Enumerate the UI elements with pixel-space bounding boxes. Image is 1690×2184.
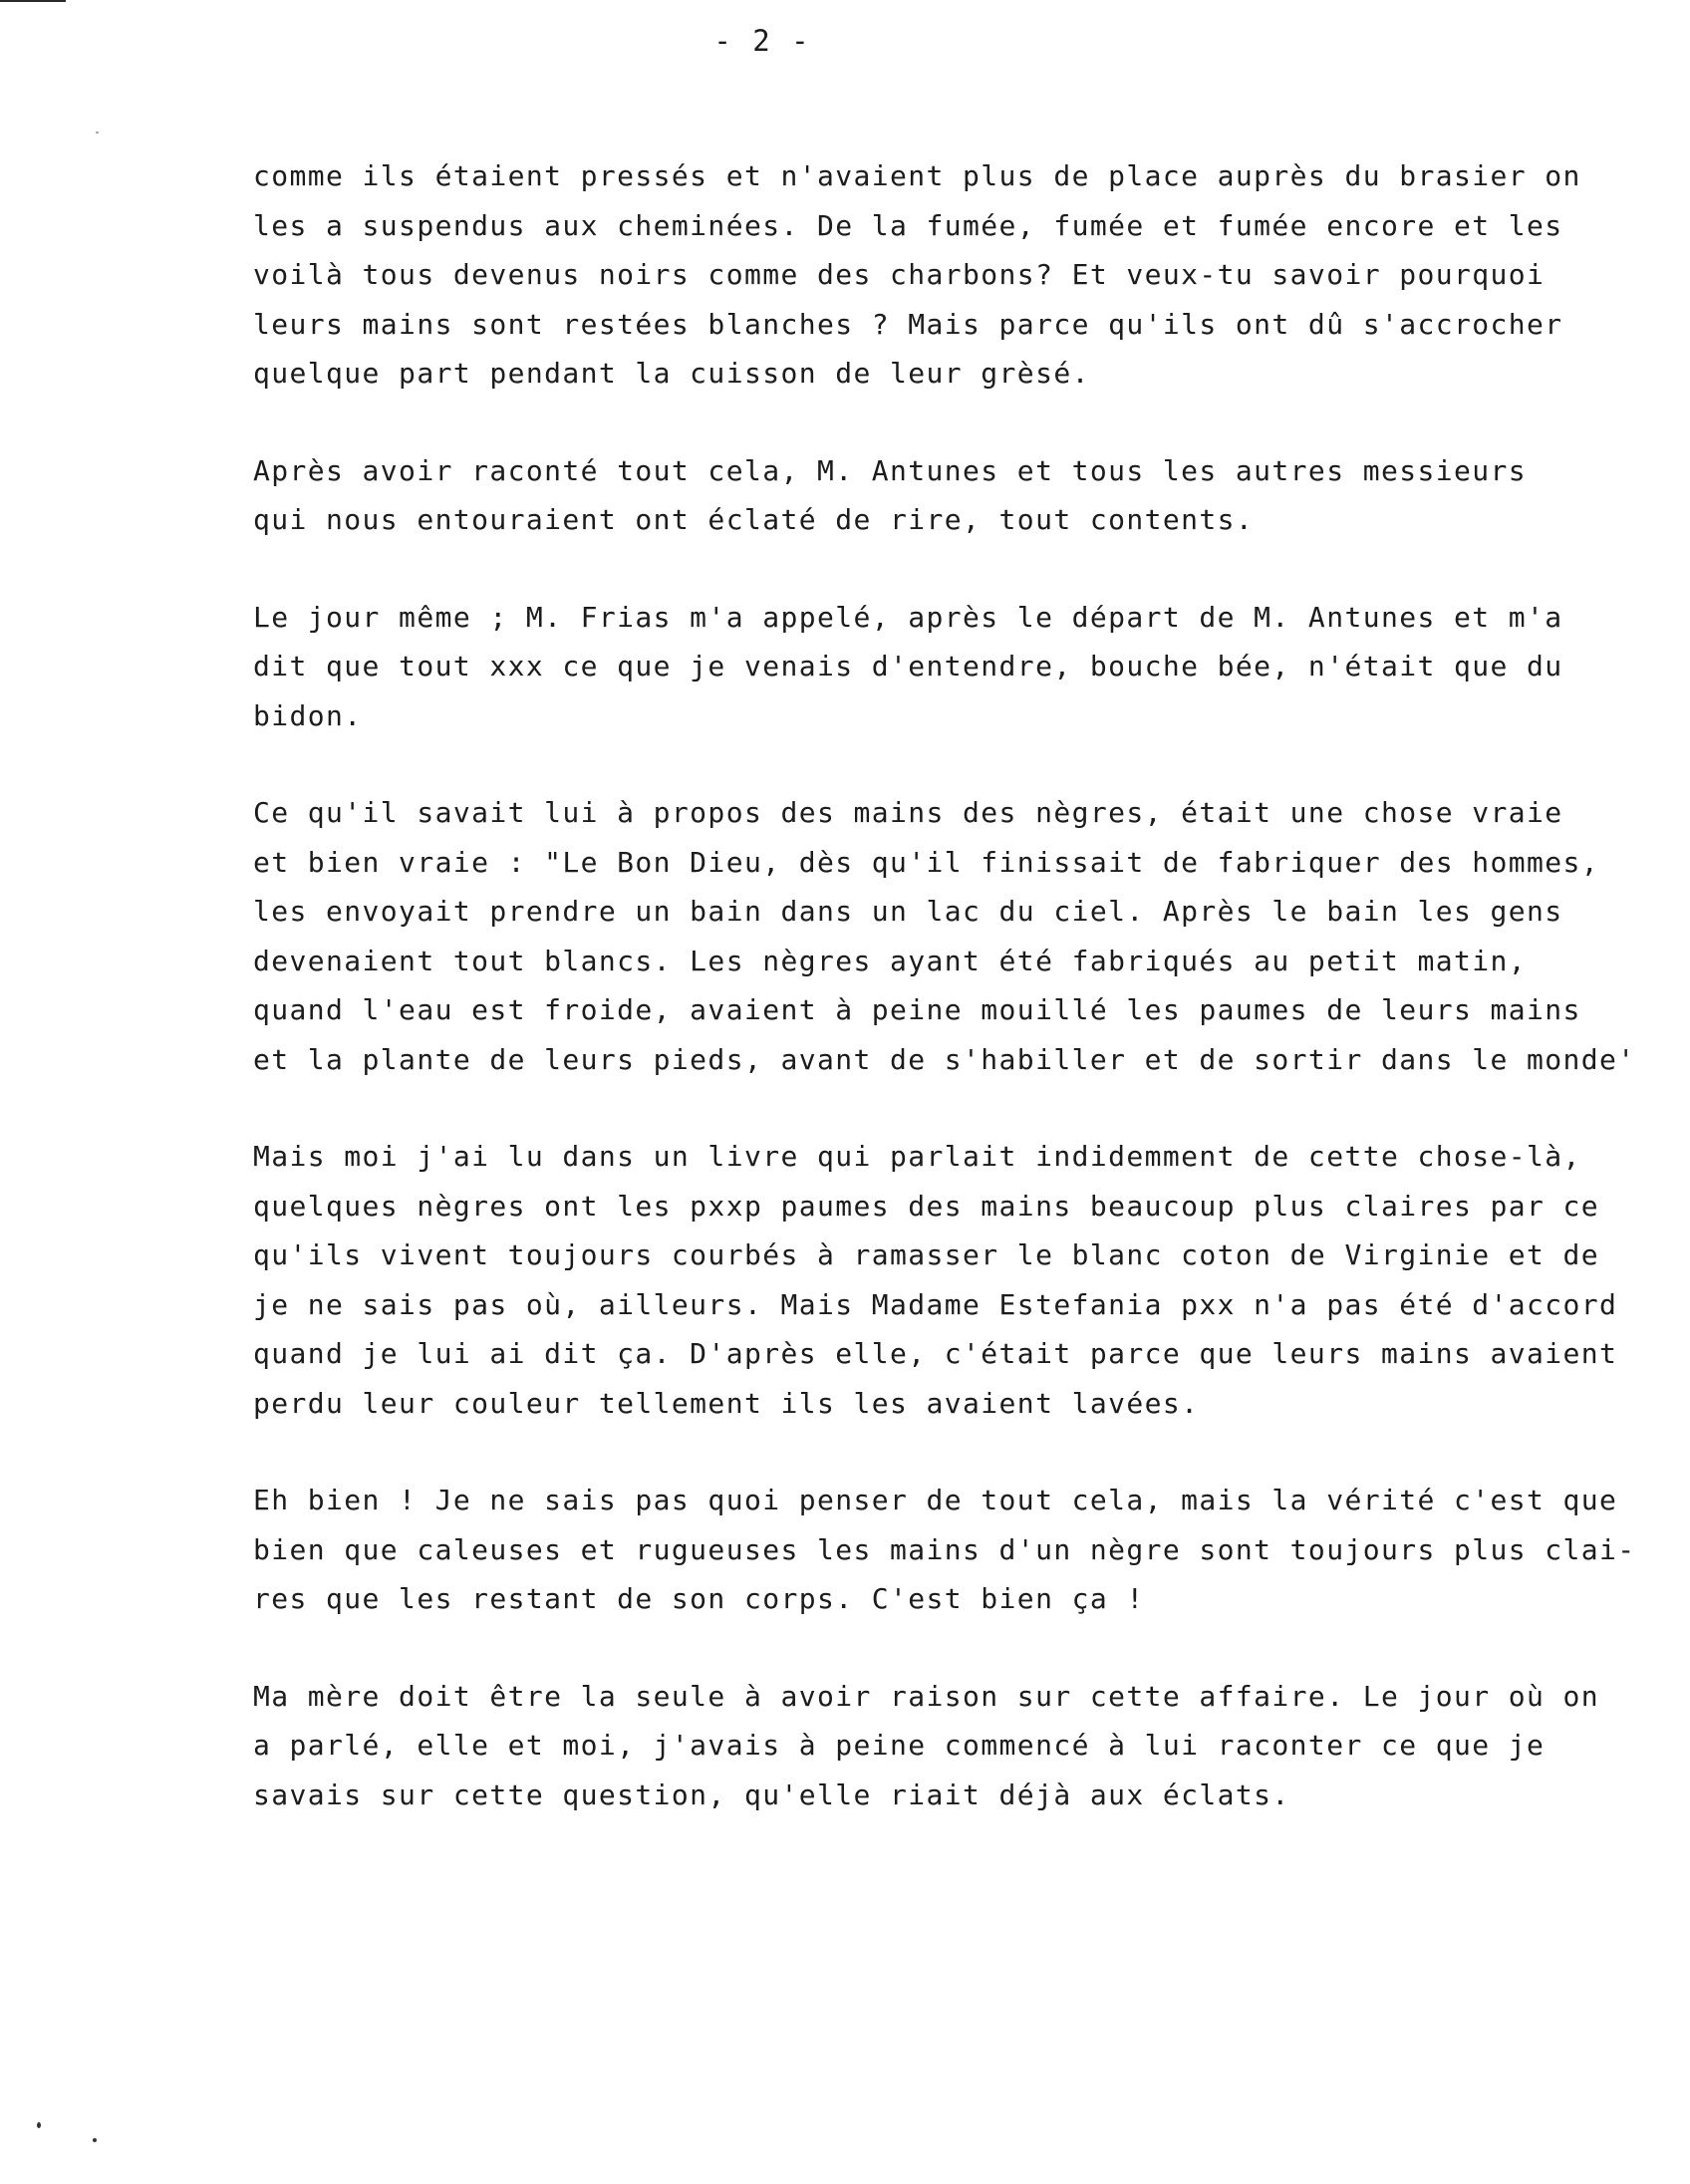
paragraph-1: [253, 151, 1648, 399]
text-line: et la plante de leurs pieds, avant de s'habiller et de sortir dans le monde': [253, 1042, 1636, 1076]
page-number: - 2 -: [713, 24, 811, 58]
text-line: dit que tout xxx ce que je venais d'entendre, bouche bée, n'était que du: [253, 650, 1563, 682]
text-line: qu'ils vivent toujours courbés à ramasser le blanc coton de Virginie et de: [253, 1238, 1600, 1271]
text-line: bidon.: [253, 698, 363, 732]
paragraph-3: [253, 593, 1648, 741]
text-line: quelques nègres ont les pxxp paumes des mains beaucoup plus claires par ce: [253, 1189, 1600, 1223]
text-line: les envoyait prendre un bain dans un lac du ciel. Après le bain les gens: [253, 895, 1563, 928]
paragraph-4: [253, 788, 1648, 1084]
text-line: quelque part pendant la cuisson de leur grèsé.: [253, 357, 1090, 390]
scan-speck: [37, 2122, 41, 2128]
paragraph-2: [253, 446, 1648, 545]
text-line: Le jour même ; M. Frias m'a appelé, après le départ de M. Antunes et m'a: [253, 600, 1563, 634]
text-line: savais sur cette question, qu'elle riait déjà aux éclats.: [253, 1777, 1290, 1811]
text-line: Eh bien ! Je ne sais pas quoi penser de tout cela, mais la vérité c'est que: [253, 1484, 1618, 1516]
text-line: voilà tous devenus noirs comme des charbons? Et veux-tu savoir pourquoi: [253, 258, 1546, 291]
text-line: perdu leur couleur tellement ils les avaient lavées.: [253, 1386, 1200, 1420]
text-line: bien que caleuses et rugueuses les mains d'un nègre sont toujours plus clai-: [253, 1532, 1636, 1566]
text-line: res que les restant de son corps. C'est bien ça !: [253, 1582, 1145, 1615]
text-line: Ma mère doit être la seule à avoir raison sur cette affaire. Le jour où on: [253, 1679, 1600, 1713]
text-line: les a suspendus aux cheminées. De la fumée, fumée et fumée encore et les: [253, 208, 1563, 242]
body-text: [253, 151, 1648, 1867]
text-line: leurs mains sont restées blanches ? Mais parce qu'ils ont dû s'accrocher: [253, 307, 1563, 341]
scan-speck: [93, 2138, 97, 2142]
text-line: qui nous entouraient ont éclaté de rire, tout contents.: [253, 503, 1255, 536]
scan-speck: [96, 132, 99, 134]
text-line: Mais moi j'ai lu dans un livre qui parlait indidemment de cette chose-là,: [253, 1140, 1581, 1173]
text-line: Ce qu'il savait lui à propos des mains des nègres, était une chose vraie: [253, 796, 1563, 829]
text-line: quand l'eau est froide, avaient à peine mouillé les paumes de leurs mains: [253, 993, 1581, 1026]
text-line: devenaient tout blancs. Les nègres ayant été fabriqués au petit matin,: [253, 944, 1528, 977]
text-line: a parlé, elle et moi, j'avais à peine commencé à lui raconter ce que je: [253, 1729, 1546, 1762]
text-line: comme ils étaient pressés et n'avaient plus de place auprès du brasier on: [253, 159, 1581, 192]
text-line: et bien vraie : "Le Bon Dieu, dès qu'il finissait de fabriquer des hommes,: [253, 845, 1600, 879]
paragraph-5: [253, 1132, 1648, 1428]
corner-rule: [0, 0, 66, 2]
text-line: je ne sais pas où, ailleurs. Mais Madame Estefania pxx n'a pas été d'accord: [253, 1287, 1618, 1321]
text-line: quand je lui ai dit ça. D'après elle, c'était parce que leurs mains avaient: [253, 1337, 1618, 1370]
paragraph-7: [253, 1672, 1648, 1820]
text-line: Après avoir raconté tout cela, M. Antunes et tous les autres messieurs: [253, 453, 1528, 487]
paragraph-6: [253, 1476, 1648, 1624]
